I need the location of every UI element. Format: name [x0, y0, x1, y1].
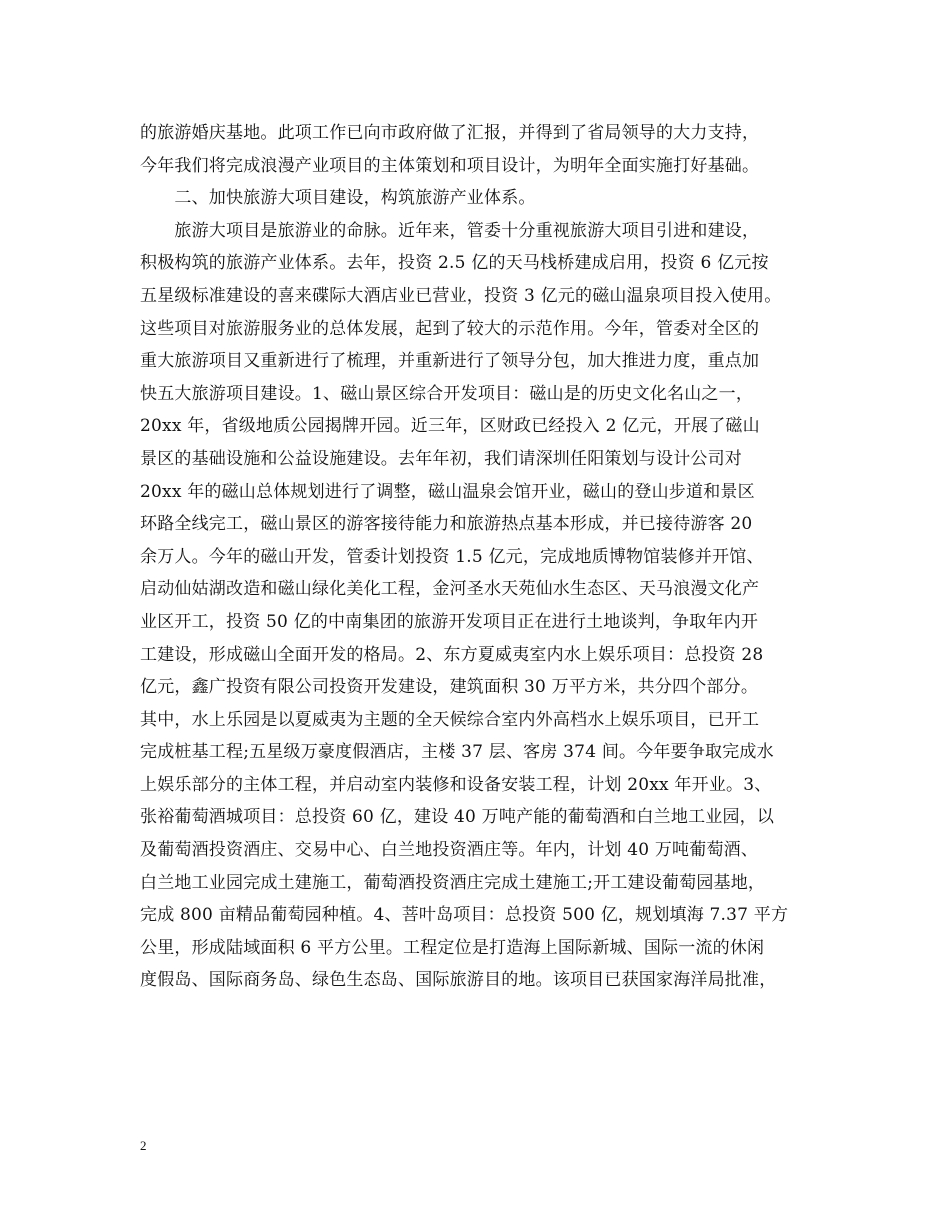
- text-line: 今年我们将完成浪漫产业项目的主体策划和项目设计，为明年全面实施打好基础。: [140, 155, 760, 176]
- text-line: 的旅游婚庆基地。此项工作已向市政府做了汇报，并得到了省局领导的大力支持，: [140, 123, 760, 143]
- text-line: 启动仙姑湖改造和磁山绿化美化工程，金河圣水天苑仙水生态区、天马浪漫文化产: [140, 579, 760, 600]
- text-line: 重大旅游项目又重新进行了梳理，并重新进行了领导分包，加大推进力度，重点加: [140, 351, 760, 372]
- text-line: 白兰地工业园完成土建施工，葡萄酒投资酒庄完成土建施工;开工建设葡萄园基地，: [140, 872, 766, 893]
- body-text: [140, 117, 830, 997]
- text-line: 快五大旅游项目建设。1、磁山景区综合开发项目：磁山是的历史文化名山之一，: [140, 383, 754, 404]
- text-line: 完成桩基工程;五星级万豪度假酒店，主楼 37 层、客房 374 间。今年要争取完成水: [140, 742, 774, 763]
- text-line: 环路全线完工，磁山景区的游客接待能力和旅游热点基本形成，并已接待游客 20: [140, 514, 753, 535]
- text-line: 亿元，鑫广投资有限公司投资开发建设，建筑面积 30 万平方米，共分四个部分。: [140, 677, 759, 698]
- text-line: 积极构筑的旅游产业体系。去年，投资 2.5 亿的天马栈桥建成启用，投资 6 亿元按: [140, 253, 769, 274]
- text-line: 及葡萄酒投资酒庄、交易中心、白兰地投资酒庄等。年内，计划 40 万吨葡萄酒、: [140, 840, 759, 861]
- text-line: 这些项目对旅游服务业的总体发展，起到了较大的示范作用。今年，管委对全区的: [140, 318, 760, 339]
- text-line: 景区的基础设施和公益设施建设。去年年初，我们请深圳任阳策划与设计公司对: [140, 448, 742, 469]
- text-line: 度假岛、国际商务岛、绿色生态岛、国际旅游目的地。该项目已获国家海洋局批准，: [140, 970, 777, 991]
- text-line: 20xx 年的磁山总体规划进行了调整，磁山温泉会馆开业，磁山的登山步道和景区: [140, 481, 755, 502]
- text-line: 20xx 年，省级地质公园揭牌开园。近三年，区财政已经投入 2 亿元，开展了磁山: [140, 416, 760, 437]
- text-line: 旅游大项目是旅游业的命脉。近年来，管委十分重视旅游大项目引进和建设，: [140, 220, 760, 241]
- text-line: 余万人。今年的磁山开发，管委计划投资 1.5 亿元，完成地质博物馆装修并开馆、: [140, 546, 764, 567]
- text-line: 工建设，形成磁山全面开发的格局。2、东方夏威夷室内水上娱乐项目：总投资 28: [140, 644, 764, 665]
- text-line: 张裕葡萄酒城项目：总投资 60 亿，建设 40 万吨产能的葡萄酒和白兰地工业园，以: [140, 807, 775, 828]
- text-line: 上娱乐部分的主体工程，并启动室内装修和设备安装工程，计划 20xx 年开业。3、: [140, 774, 772, 795]
- text-line: 业区开工，投资 50 亿的中南集团的旅游开发项目正在进行土地谈判，争取年内开: [140, 611, 759, 632]
- text-line: 二、加快旅游大项目建设，构筑旅游产业体系。: [140, 188, 536, 209]
- text-line: 公里，形成陆域面积 6 平方公里。工程定位是打造海上国际新城、国际一流的休闲: [140, 937, 765, 958]
- page-number: 2: [140, 1138, 147, 1153]
- text-line: 五星级标准建设的喜来碟际大酒店业已营业，投资 3 亿元的磁山温泉项目投入使用。: [140, 285, 782, 306]
- text-line: 完成 800 亩精品葡萄园种植。4、菩叶岛项目：总投资 500 亿，规划填海 7.37 平方: [140, 905, 789, 926]
- text-line: 其中，水上乐园是以夏威夷为主题的全天候综合室内外高档水上娱乐项目，已开工: [140, 709, 760, 730]
